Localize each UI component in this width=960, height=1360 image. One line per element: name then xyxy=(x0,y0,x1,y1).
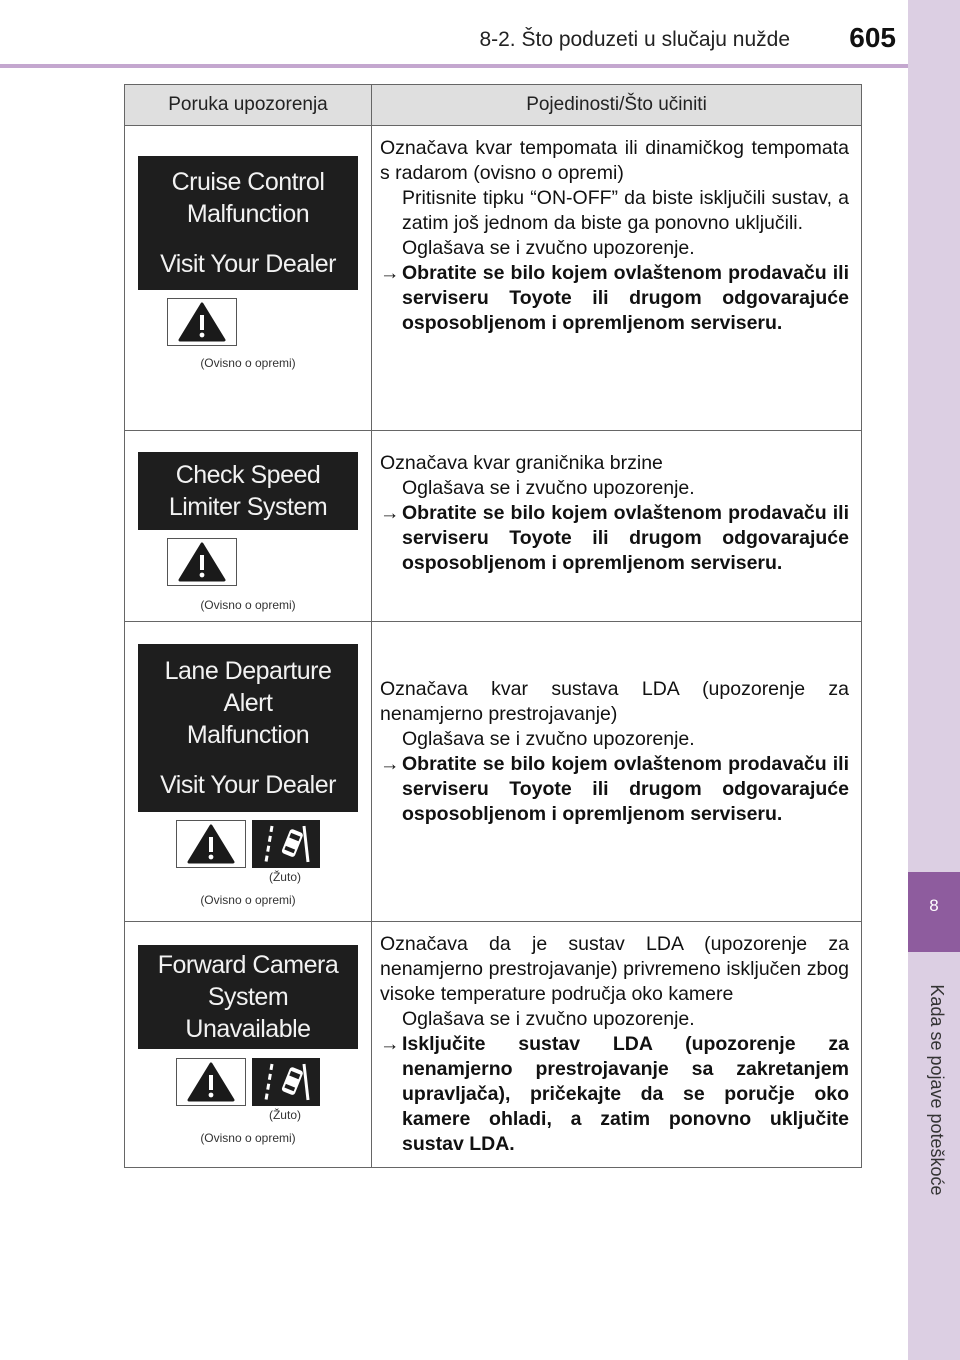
warning-table xyxy=(124,84,862,1168)
arrow-icon: → xyxy=(380,1033,400,1055)
table-row xyxy=(125,622,862,922)
details-cell xyxy=(372,922,862,1168)
option-note: (Ovisno o opremi) xyxy=(200,356,296,370)
detail-note: Oglašava se i zvučno upozorenje. xyxy=(402,477,695,499)
details-cell xyxy=(372,431,862,622)
display-line: Forward Camera xyxy=(157,951,339,979)
display-line: Visit Your Dealer xyxy=(160,771,336,799)
chapter-number: 8 xyxy=(929,896,939,915)
message-cell xyxy=(125,622,372,922)
chapter-label: Kada se pojave poteškoće xyxy=(927,984,947,1196)
arrow-icon: → xyxy=(380,262,400,284)
lda-indicator-icon xyxy=(252,820,320,868)
display-line: Check Speed xyxy=(175,461,321,489)
detail-note: Oglašava se i zvučno upozorenje. xyxy=(402,1008,695,1030)
message-cell xyxy=(125,126,372,431)
message-cell xyxy=(125,922,372,1168)
action-item xyxy=(380,1032,849,1157)
display-line: Malfunction xyxy=(186,721,310,749)
action-text: Obratite se bilo kojem ovlaštenom prodavaču ili serviseru Toyote ili drugom odgovarajuće osposobljenom i opremljenom serviseru. xyxy=(402,262,849,334)
detail-note: Oglašava se i zvučno upozorenje. xyxy=(402,237,695,259)
description: Označava kvar graničnika brzine xyxy=(380,452,663,474)
display-line: Malfunction xyxy=(186,200,310,228)
details-cell xyxy=(372,622,862,922)
header-rule xyxy=(0,64,908,68)
arrow-icon: → xyxy=(380,752,400,775)
action-item xyxy=(380,261,849,336)
master-warning-icon xyxy=(167,298,237,346)
display-message xyxy=(138,156,358,290)
display-line: Visit Your Dealer xyxy=(160,250,336,278)
display-message xyxy=(138,644,358,812)
display-line: System xyxy=(207,983,289,1011)
detail-note: Pritisnite tipku “ON-OFF” da biste isključili sustav, a zatim još jednom da biste ga ponovno uključili. xyxy=(402,187,849,234)
lda-indicator-icon xyxy=(252,1058,320,1106)
table-row xyxy=(125,922,862,1168)
action-text: Obratite se bilo kojem ovlaštenom prodavaču ili serviseru Toyote ili drugom odgovarajuće osposobljenom i opremljenom serviseru. xyxy=(402,752,849,825)
option-note: (Ovisno o opremi) xyxy=(200,893,296,907)
display-line: Lane Departure xyxy=(164,657,332,685)
col-header-details: Pojedinosti/Što učiniti xyxy=(372,85,862,126)
master-warning-icon xyxy=(176,1058,246,1106)
icon-color-note: (Žuto) xyxy=(268,1108,301,1122)
page-number: 605 xyxy=(849,22,896,53)
action-item xyxy=(380,752,849,827)
detail-note: Oglašava se i zvučno upozorenje. xyxy=(402,727,695,750)
action-item xyxy=(380,501,849,576)
display-line: Alert xyxy=(223,689,273,717)
icon-color-note: (Žuto) xyxy=(268,870,301,884)
action-text: Obratite se bilo kojem ovlaštenom prodavaču ili serviseru Toyote ili drugom odgovarajuće osposobljenom i opremljenom serviseru. xyxy=(402,502,849,574)
description: Označava kvar sustava LDA (upozorenje za nenamjerno prestrojavanje) xyxy=(380,677,849,725)
master-warning-icon xyxy=(167,538,237,586)
option-note: (Ovisno o opremi) xyxy=(200,1131,296,1145)
display-line: Unavailable xyxy=(185,1015,311,1043)
table-row xyxy=(125,431,862,622)
display-message xyxy=(138,945,358,1049)
description: Označava da je sustav LDA (upozorenje za nenamjerno prestrojavanje) privremeno isključen zbog visoke temperature područja oko kamere xyxy=(380,933,849,1005)
display-message xyxy=(138,452,358,530)
col-header-message: Poruka upozorenja xyxy=(125,85,372,126)
arrow-icon: → xyxy=(380,502,400,524)
display-line: Cruise Control xyxy=(171,168,325,196)
display-line: Limiter System xyxy=(168,493,328,521)
section-title: 8-2. Što poduzeti u slučaju nužde xyxy=(479,28,790,51)
action-text: Isključite sustav LDA (upozorenje za nenamjerno prestrojavanje sa zakretanjem upravljača), pričekajte da se poručje oko kamere ohladi, a zatim ponovno uključite sustav LDA. xyxy=(402,1033,849,1155)
message-cell xyxy=(125,431,372,622)
details-cell xyxy=(372,126,862,431)
description: Označava kvar tempomata ili dinamičkog tempomata s radarom (ovisno o opremi) xyxy=(380,137,849,184)
option-note: (Ovisno o opremi) xyxy=(200,598,296,612)
master-warning-icon xyxy=(176,820,246,868)
table-header-row xyxy=(125,85,862,126)
table-row xyxy=(125,126,862,431)
